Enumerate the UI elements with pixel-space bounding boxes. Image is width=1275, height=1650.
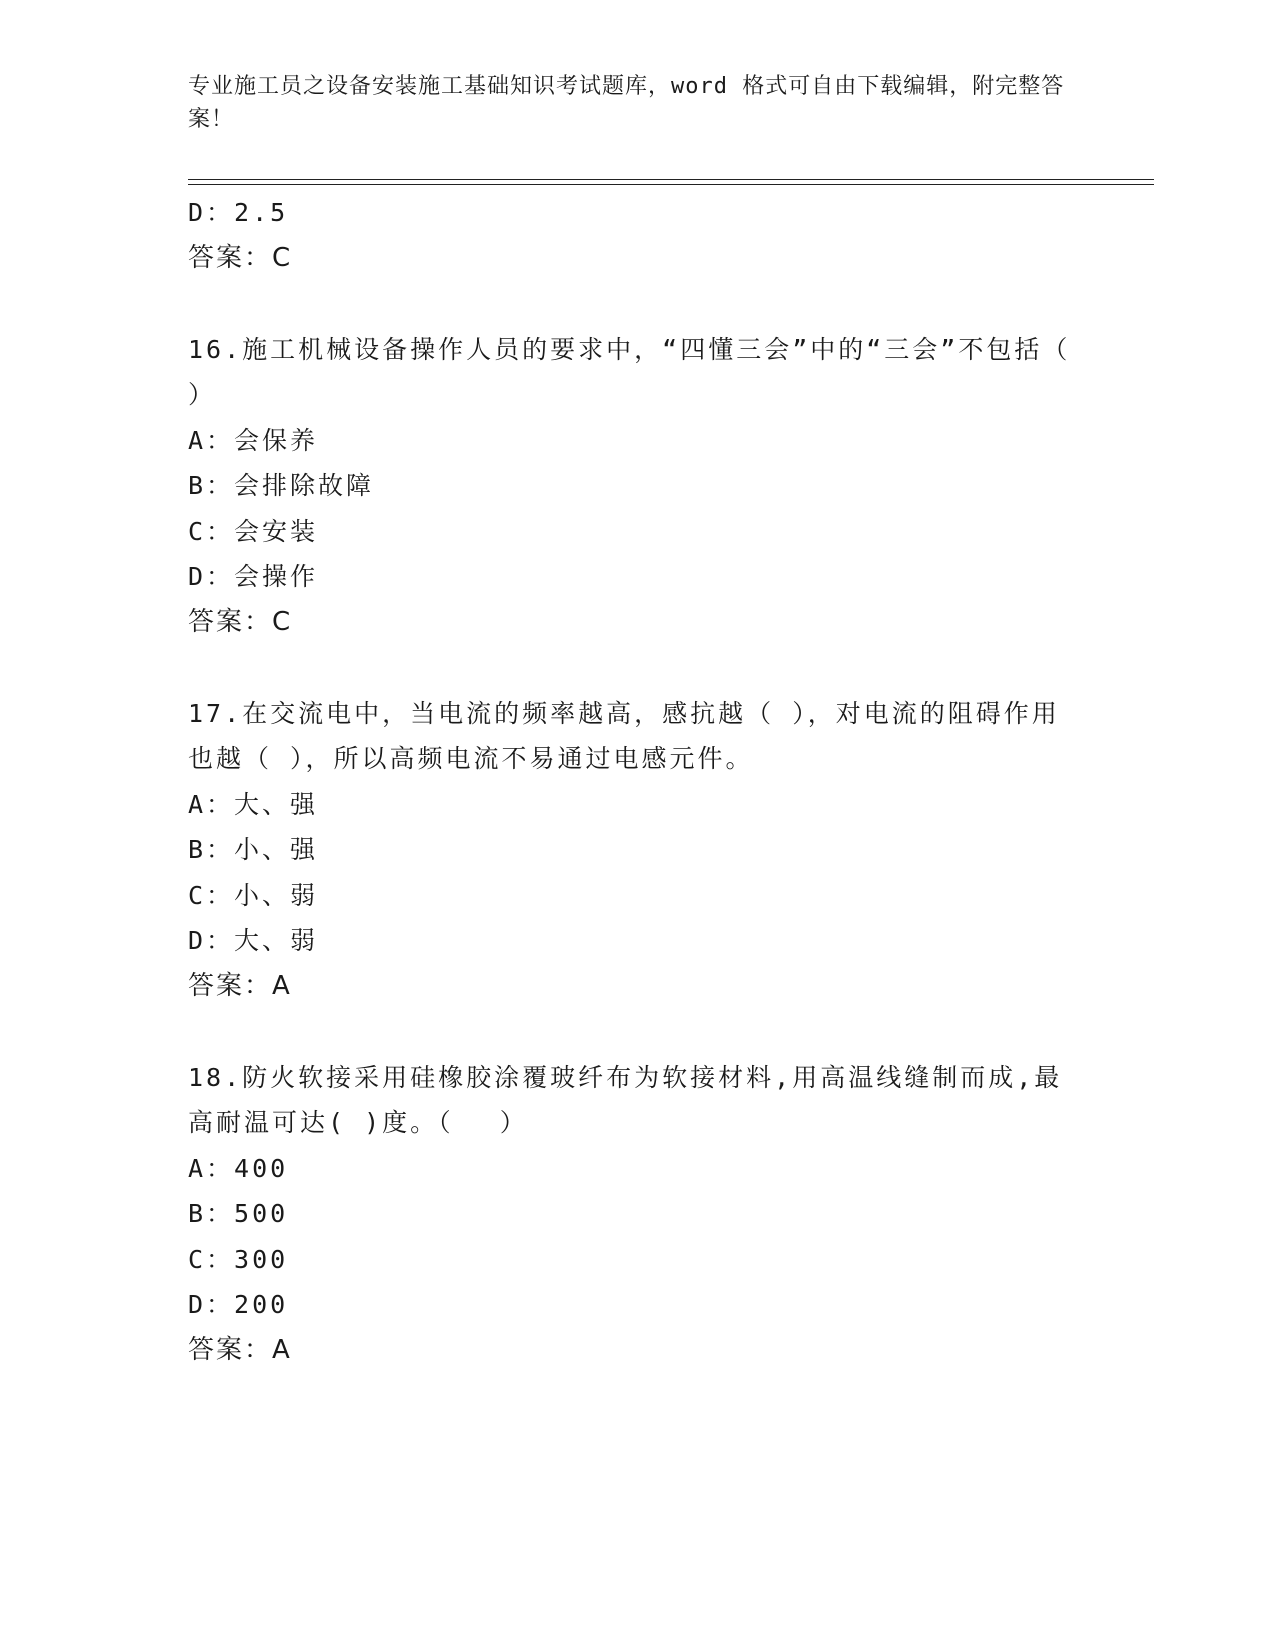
question-block-18 (188, 1055, 1088, 1374)
option-b: B：会排除故障 (188, 471, 375, 500)
answer: 答案：A (188, 1334, 292, 1365)
option-a: A：400 (188, 1153, 289, 1183)
option-c: C：小、弱 (188, 880, 319, 910)
question-stem: 17.在交流电中，当电流的频率越高，感抗越（ ），对电流的阻碍作用也越（ ），所以高频电流不易通过电感元件。 (188, 698, 1060, 773)
option-b: B：500 (188, 1199, 289, 1228)
option-b: B：小、强 (188, 835, 319, 864)
option-a: A：会保养 (188, 425, 319, 455)
answer: 答案：C (188, 606, 293, 637)
carryover-option-d: D：2.5 (188, 198, 289, 227)
question-content (188, 190, 1088, 1373)
option-d: D：会操作 (188, 562, 319, 591)
answer: 答案：A (188, 970, 292, 1001)
header-divider-top (188, 179, 1154, 180)
spacer (188, 281, 1088, 327)
spacer (188, 645, 1088, 691)
spacer (188, 1009, 1088, 1055)
question-stem: 18.防火软接采用硅橡胶涂覆玻纤布为软接材料,用高温线缝制而成,最高耐温可达( )度。（ ） (188, 1062, 1063, 1137)
question-block-16 (188, 327, 1088, 646)
option-d: D：大、弱 (188, 926, 319, 955)
question-block-17 (188, 691, 1088, 1010)
option-c: C：会安装 (188, 516, 319, 546)
question-stem: 16.施工机械设备操作人员的要求中，“四懂三会”中的“三会”不包括（ ） (188, 334, 1071, 409)
option-a: A：大、强 (188, 789, 319, 819)
option-d: D：200 (188, 1290, 289, 1319)
header-divider-bottom (188, 184, 1154, 185)
document-header: 专业施工员之设备安装施工基础知识考试题库，word 格式可自由下载编辑，附完整答案！ (188, 74, 1065, 132)
option-c: C：300 (188, 1244, 289, 1274)
carryover-answer: 答案：C (188, 242, 293, 273)
